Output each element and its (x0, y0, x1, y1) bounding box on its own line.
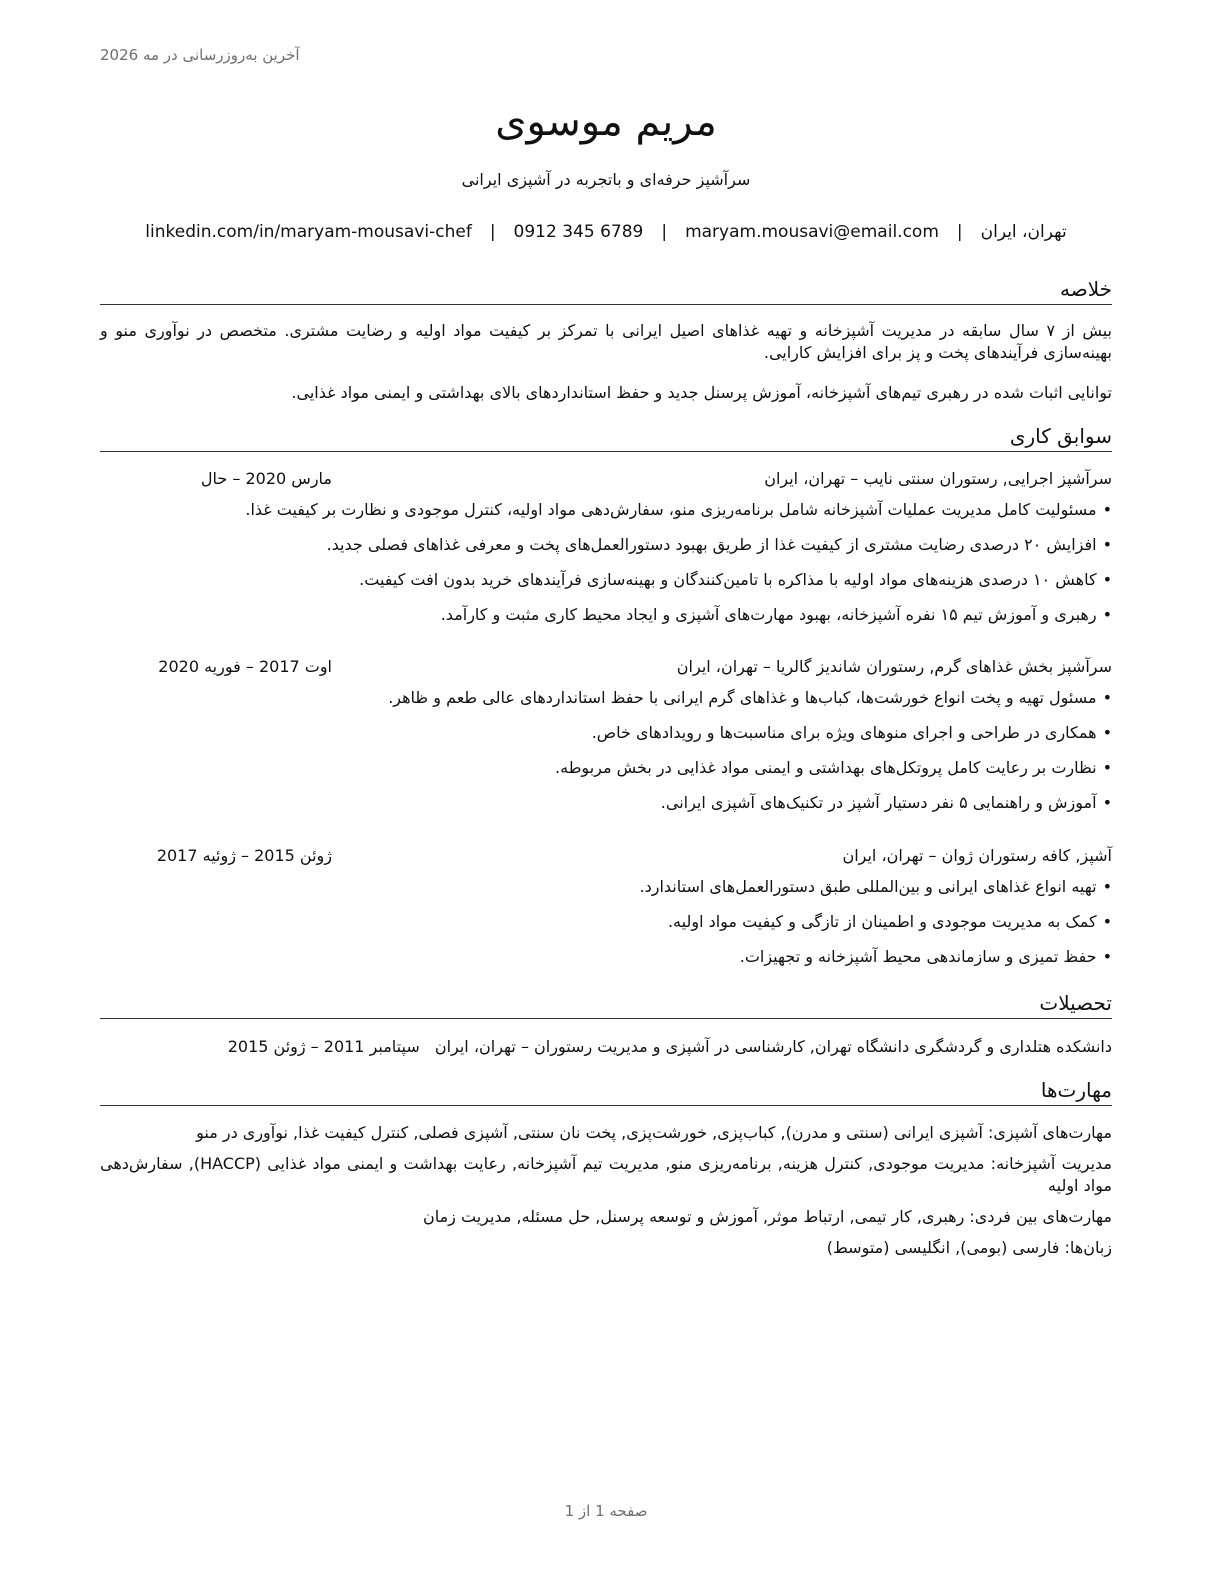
job-bullets (100, 499, 1112, 639)
section-title-education: تحصیلات (100, 990, 1112, 1019)
list-item: • مسئول تهیه و پخت انواع خورشت‌ها، کباب‌ها و غذاهای گرم ایرانی با حفظ استانداردهای عالی طعم و ظاهر. (100, 687, 1112, 709)
list-item: • نظارت بر رعایت کامل پروتکل‌های بهداشتی و ایمنی مواد غذایی در بخش مربوطه. (100, 757, 1112, 779)
skill-line-languages: زبان‌ها: فارسی (بومی), انگلیسی (متوسط) (826, 1238, 1112, 1257)
contact-line (100, 222, 1112, 242)
job-bullets (100, 876, 1112, 981)
candidate-name: مریم موسوی (495, 99, 717, 145)
job-dates: اوت 2017 – فوریه 2020 (158, 657, 332, 676)
summary-paragraph: توانایی اثبات شده در رهبری تیم‌های آشپزخانه، آموزش پرسنل جدید و حفظ استانداردهای بالای بهداشتی و ایمنی مواد غذایی. (291, 383, 1112, 402)
resume-page (100, 0, 1112, 1584)
job-dates: مارس 2020 – حال (200, 469, 332, 488)
skills-list (100, 1122, 1112, 1268)
contact-email[interactable]: maryam.mousavi@email.com (685, 222, 939, 242)
last-updated: آخرین به‌روزرسانی در مه 2026 (100, 46, 300, 64)
list-item: • کمک به مدیریت موجودی و اطمینان از تازگی و کیفیت مواد اولیه. (100, 911, 1112, 933)
job-role: سرآشپز بخش غذاهای گرم, رستوران شاندیز گالریا – تهران، ایران (676, 657, 1112, 676)
job-dates: ژوئن 2015 – ژوئیه 2017 (156, 846, 332, 865)
list-item: • تهیه انواع غذاهای ایرانی و بین‌المللی طبق دستورالعمل‌های استاندارد. (100, 876, 1112, 898)
list-item: • افزایش ۲۰ درصدی رضایت مشتری از کیفیت غذا از طریق بهبود دستورالعمل‌های پخت و معرفی غذاهای فصلی جدید. (100, 534, 1112, 556)
education-dates: سپتامبر 2011 – ژوئن 2015 (227, 1037, 420, 1056)
tagline: سرآشپز حرفه‌ای و باتجربه در آشپزی ایرانی (461, 170, 751, 189)
contact-separator: | (956, 222, 963, 242)
section-title-experience: سوابق کاری (100, 423, 1112, 452)
list-item: • آموزش و راهنمایی ۵ نفر دستیار آشپز در تکنیک‌های آشپزی ایرانی. (100, 792, 1112, 814)
list-item: • حفظ تمیزی و سازماندهی محیط آشپزخانه و تجهیزات. (100, 946, 1112, 968)
job-role: آشپز, کافه رستوران ژوان – تهران، ایران (842, 846, 1112, 865)
education-institution: دانشکده هتلداری و گردشگری دانشگاه تهران, کارشناسی در آشپزی و مدیریت رستوران – تهران، ایران (434, 1037, 1112, 1056)
summary-paragraph: بیش از ۷ سال سابقه در مدیریت آشپزخانه و تهیه غذاهای اصیل ایرانی با تمرکز بر کیفیت مواد اولیه و رضایت مشتری. متخصص در نوآوری منو و بهینه‌سازی فرآیندهای پخت و پز برای افزایش کارایی. (100, 321, 1112, 362)
contact-phone[interactable]: 0912 345 6789 (513, 222, 644, 242)
job-role: سرآشپز اجرایی, رستوران سنتی نایب – تهران، ایران (764, 469, 1112, 488)
job-bullets (100, 687, 1112, 827)
list-item: • رهبری و آموزش تیم ۱۵ نفره آشپزخانه، بهبود مهارت‌های آشپزی و ایجاد محیط کاری مثبت و کارآمد. (100, 604, 1112, 626)
education-entry (100, 1036, 1112, 1058)
list-item: • کاهش ۱۰ درصدی هزینه‌های مواد اولیه با مذاکره با تامین‌کنندگان و بهینه‌سازی فرآیندهای خرید بدون افت کیفیت. (100, 569, 1112, 591)
list-item: • همکاری در طراحی و اجرای منوهای ویژه برای مناسبت‌ها و رویدادهای خاص. (100, 722, 1112, 744)
contact-linkedin[interactable]: linkedin.com/in/maryam-mousavi-chef (145, 222, 472, 242)
list-item: • مسئولیت کامل مدیریت عملیات آشپزخانه شامل برنامه‌ریزی منو، سفارش‌دهی مواد اولیه، کنترل موجودی و نظارت بر کیفیت غذا. (100, 499, 1112, 521)
section-title-summary: خلاصه (100, 276, 1112, 305)
skill-line-interpersonal: مهارت‌های بین فردی: رهبری, کار تیمی, ارتباط موثر, آموزش و توسعه پرسنل, حل مسئله, مدیریت زمان (422, 1207, 1112, 1226)
section-title-skills: مهارت‌ها (100, 1077, 1112, 1106)
contact-separator: | (489, 222, 496, 242)
skill-line-management: مدیریت آشپزخانه: مدیریت موجودی, کنترل هزینه, برنامه‌ریزی منو, مدیریت تیم آشپزخانه, رعایت بهداشت و ایمنی مواد غذایی (HACCP), سفارش‌دهی مواد اولیه (100, 1154, 1112, 1195)
contact-location: تهران، ایران (980, 222, 1067, 242)
skill-line-culinary: مهارت‌های آشپزی: آشپزی ایرانی (سنتی و مدرن), کباب‌پزی, خورشت‌پزی, پخت نان سنتی, آشپزی فصلی, کنترل کیفیت غذا, نوآوری در منو (196, 1123, 1112, 1142)
contact-separator: | (661, 222, 668, 242)
page-number: صفحه 1 از 1 (564, 1502, 648, 1520)
